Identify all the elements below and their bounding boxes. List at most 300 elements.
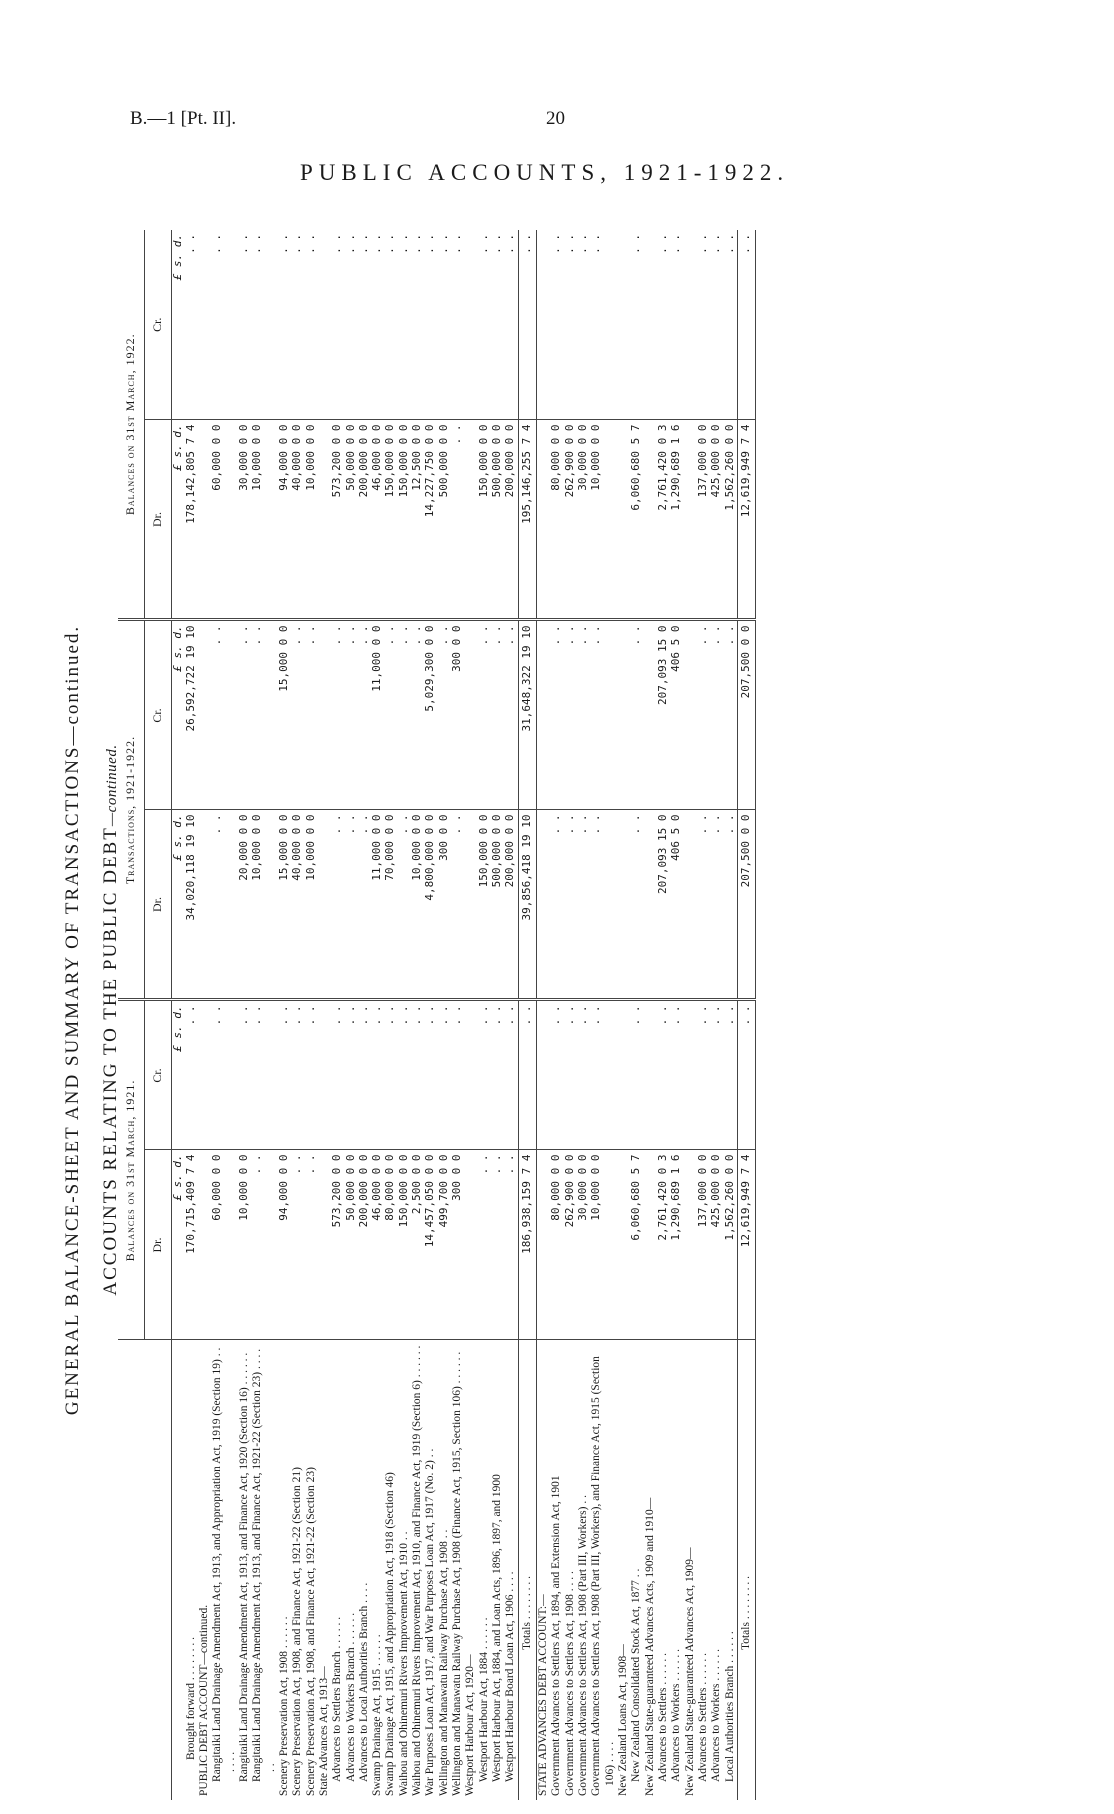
cell-b22cr: . . — [577, 230, 590, 420]
cell-b21dr: 137,000 0 0 — [697, 1150, 710, 1340]
totals-b22cr: . . — [518, 230, 536, 420]
cell-b22dr: 150,000 0 0 — [398, 420, 411, 620]
table-row — [384, 230, 397, 1800]
cell-b21cr: . . — [710, 1000, 723, 1150]
cell-tcr — [617, 620, 630, 810]
row-description: Advances to Settlers . . . . . . — [657, 1652, 670, 1782]
row-description: Government Advances to Settlers Act, 1908 . . . . — [563, 1571, 576, 1796]
cell-b22cr: . . — [697, 230, 710, 420]
cell-tcr: 5,029,300 0 0 — [424, 620, 437, 810]
cell-tdr — [464, 810, 477, 1000]
balance-sheet-title: GENERAL BALANCE-SHEET AND SUMMARY OF TRANSACTIONS—continued. — [62, 624, 83, 1416]
cell-b22dr: 573,200 0 0 — [331, 420, 344, 620]
cell-tdr: 20,000 0 0 — [238, 810, 251, 1000]
balances-1922-header: Balances on 31st March, 1922. — [118, 230, 144, 620]
cell-b22dr — [464, 420, 477, 620]
row-description: Rangitaiki Land Drainage Amendment Act, 1913, and Appropriation Act, 1919 (Section 19) . . . . . . — [211, 1347, 237, 1782]
cell-b21dr — [537, 1150, 551, 1340]
cell-tcr: . . — [305, 620, 318, 810]
cell-b22dr — [684, 420, 697, 620]
cell-b21cr: . . — [238, 1000, 251, 1150]
cell-tdr: 11,000 0 0 — [371, 810, 384, 1000]
cell-tcr: . . — [398, 620, 411, 810]
row-description: New Zealand Consolidated Stock Act, 1877 . . — [630, 1568, 643, 1782]
cell-b22dr: 30,000 0 0 — [577, 420, 590, 620]
cell-tcr: . . — [491, 620, 504, 810]
cell-b21cr — [684, 1000, 697, 1150]
cell-b21dr: 262,900 0 0 — [564, 1150, 577, 1340]
cell-tcr: . . — [211, 620, 238, 810]
row-description: Advances to Workers . . . . . . — [710, 1648, 723, 1782]
cell-b21dr: 46,000 0 0 — [371, 1150, 384, 1340]
row-description: Scenery Preservation Act, 1908 . . . . . . — [277, 1616, 290, 1796]
row-description: Westport Harbour Board Loan Act, 1906 . . . . — [504, 1571, 517, 1782]
table-row — [684, 230, 697, 1800]
cell-b21dr: 6,060,680 5 7 — [630, 1150, 643, 1340]
cell-b21dr: . . — [291, 1150, 304, 1340]
cell-tcr: . . — [291, 620, 304, 810]
cell-b22cr: . . — [478, 230, 491, 420]
row-description: Swamp Drainage Act, 1915, and Appropriation Act, 1918 (Section 46) — [384, 1472, 397, 1796]
cell-b21dr: . . — [491, 1150, 504, 1340]
cell-b22cr — [684, 230, 697, 420]
cell-tdr: . . — [577, 810, 590, 1000]
cell-b22dr — [318, 420, 331, 620]
description-header — [118, 1340, 171, 1800]
row-description: Government Advances to Settlers Act, 1894, and Extension Act, 1901 — [550, 1475, 563, 1796]
cell-tcr: . . — [564, 620, 577, 810]
cell-b21cr: . . — [478, 1000, 491, 1150]
row-description: Advances to Workers Branch . . . . . . — [344, 1612, 357, 1782]
cell-tcr: . . — [590, 620, 617, 810]
totals-b21dr: 186,938,159 7 4 — [518, 1150, 536, 1340]
cell-b22dr: 1,562,260 0 0 — [724, 420, 738, 620]
table-row — [644, 230, 657, 1800]
cell-tdr: . . — [710, 810, 723, 1000]
rotated-table-wrapper — [118, 230, 1038, 1800]
cell-b21dr: . . — [305, 1150, 318, 1340]
cell-b22dr: 50,000 0 0 — [345, 420, 358, 620]
cell-b21dr: 30,000 0 0 — [577, 1150, 590, 1340]
cell-b22dr: 200,000 0 0 — [504, 420, 518, 620]
cell-b22dr: 137,000 0 0 — [697, 420, 710, 620]
cell-b21cr: . . — [697, 1000, 710, 1150]
cell-tcr: 300 0 0 — [451, 620, 464, 810]
cell-tcr: . . — [630, 620, 643, 810]
page-number: 20 — [546, 108, 565, 129]
cell-b22cr: . . — [504, 230, 518, 420]
cell-tdr — [198, 810, 211, 1000]
row-description: Waihou and Ohinemuri Rivers Improvement Act, 1910, and Finance Act, 1919 (Section 6) . . . . . . — [411, 1345, 424, 1796]
table-row — [464, 230, 477, 1800]
table-row — [238, 230, 251, 1800]
cell-tcr — [684, 620, 697, 810]
cell-b21cr: . . — [724, 1000, 738, 1150]
cell-b21dr: 425,000 0 0 — [710, 1150, 723, 1340]
public-debt-totals — [518, 230, 536, 1800]
cell-tdr: . . — [564, 810, 577, 1000]
totals-tdr: 39,856,418 19 10 — [518, 810, 536, 1000]
cell-b22dr — [537, 420, 551, 620]
cr-header: Cr. — [144, 620, 171, 810]
cell-tcr: . . — [724, 620, 738, 810]
cell-tcr — [537, 620, 551, 810]
row-description: STATE ADVANCES DEBT ACCOUNT:— — [537, 1594, 550, 1796]
table-row — [697, 230, 710, 1800]
cell-b21cr: . . — [630, 1000, 643, 1150]
cell-tcr: . . — [411, 620, 424, 810]
totals-row — [738, 230, 756, 1800]
rotated-title-block — [62, 240, 122, 1800]
cell-b21cr: . . — [358, 1000, 371, 1150]
cell-tcr — [464, 620, 477, 810]
cell-b21cr: . . — [331, 1000, 344, 1150]
cell-b21cr: . . — [291, 1000, 304, 1150]
totals-tcr: 31,648,322 19 10 — [518, 620, 536, 810]
cell-b21dr: 94,000 0 0 — [278, 1150, 291, 1340]
cell-tcr: 15,000 0 0 — [278, 620, 291, 810]
table-row — [590, 230, 617, 1800]
cell-b22dr: 500,000 0 0 — [491, 420, 504, 620]
table-row — [451, 230, 464, 1800]
cell-tcr: . . — [238, 620, 251, 810]
cell-b21dr: 10,000 0 0 — [590, 1150, 617, 1340]
table-row — [291, 230, 304, 1800]
table-row — [398, 230, 411, 1800]
cell-b22cr: . . — [331, 230, 344, 420]
totals-tdr: 207,500 0 0 — [738, 810, 756, 1000]
transactions-header: Transactions, 1921-1922. — [118, 620, 144, 1000]
table-row — [411, 230, 424, 1800]
cell-b22dr: 150,000 0 0 — [478, 420, 491, 620]
cell-b21cr: . . — [251, 1000, 278, 1150]
cell-b22cr: . . — [185, 230, 198, 420]
row-description: Wellington and Manawatu Railway Purchase Act, 1908 (Finance Act, 1915, Section 106) . . . . . . — [451, 1351, 464, 1796]
units-label: £ s. d. — [171, 810, 184, 1000]
cell-b22dr: . . — [451, 420, 464, 620]
cell-b22cr: . . — [345, 230, 358, 420]
cell-b21cr: . . — [564, 1000, 577, 1150]
cell-b21dr: 14,457,050 0 0 — [424, 1150, 437, 1340]
cell-tdr: 34,020,118 19 10 — [185, 810, 198, 1000]
cell-b21cr — [537, 1000, 551, 1150]
cell-b22cr: . . — [424, 230, 437, 420]
cell-tdr: . . — [358, 810, 371, 1000]
cell-b21cr: . . — [504, 1000, 518, 1150]
cell-b22dr: 150,000 0 0 — [384, 420, 397, 620]
table-row — [331, 230, 344, 1800]
dr-header: Dr. — [144, 810, 171, 1000]
cell-b21cr: . . — [384, 1000, 397, 1150]
cr-header: Cr. — [144, 1000, 171, 1150]
cell-tcr: . . — [251, 620, 278, 810]
totals-tcr: 207,500 0 0 — [738, 620, 756, 810]
row-description: Swamp Drainage Act, 1915 . . . . . . — [371, 1634, 384, 1796]
cell-tcr: . . — [331, 620, 344, 810]
row-description: Advances to Settlers . . . . . . — [697, 1652, 710, 1782]
table-row — [318, 230, 331, 1800]
cell-b21dr: 2,500 0 0 — [411, 1150, 424, 1340]
cell-b21dr: 10,000 0 0 — [238, 1150, 251, 1340]
cell-tdr: 10,000 0 0 — [411, 810, 424, 1000]
cell-b22cr: . . — [550, 230, 563, 420]
cell-tdr: . . — [550, 810, 563, 1000]
cell-tdr: 300 0 0 — [438, 810, 451, 1000]
row-description: New Zealand State-guaranteed Advances Acts, 1909 and 1910— — [643, 1497, 656, 1796]
cell-b22cr: . . — [491, 230, 504, 420]
cell-b22dr: 30,000 0 0 — [238, 420, 251, 620]
cell-b21cr: . . — [438, 1000, 451, 1150]
cell-tdr: 207,093 15 0 — [657, 810, 670, 1000]
row-description: Scenery Preservation Act, 1908, and Finance Act, 1921-22 (Section 21) — [291, 1467, 304, 1796]
public-debt-rows — [185, 230, 519, 1800]
cell-b21cr: . . — [590, 1000, 617, 1150]
table-row — [564, 230, 577, 1800]
cell-b22cr: . . — [305, 230, 318, 420]
cell-b22dr: 60,000 0 0 — [211, 420, 238, 620]
cell-b22cr: . . — [278, 230, 291, 420]
cell-tcr: . . — [478, 620, 491, 810]
cell-b22dr: 10,000 0 0 — [305, 420, 318, 620]
cell-b22cr: . . — [451, 230, 464, 420]
table-row — [577, 230, 590, 1800]
cell-b21dr: 1,562,260 0 0 — [724, 1150, 738, 1340]
cell-b21dr: 50,000 0 0 — [345, 1150, 358, 1340]
cell-b22cr: . . — [590, 230, 617, 420]
units-label: £ s. d. — [171, 1000, 184, 1150]
cell-tcr: . . — [697, 620, 710, 810]
row-description: Government Advances to Settlers Act, 1908 (Part III, Workers) . . — [577, 1495, 590, 1796]
cell-b22dr: 500,000 0 0 — [438, 420, 451, 620]
cell-b22cr — [617, 230, 630, 420]
cell-b22cr — [644, 230, 657, 420]
cell-tdr: 150,000 0 0 — [478, 810, 491, 1000]
cell-tdr: 200,000 0 0 — [504, 810, 518, 1000]
table-row — [670, 230, 683, 1800]
cell-tcr — [644, 620, 657, 810]
cell-tcr: 11,000 0 0 — [371, 620, 384, 810]
cell-tcr — [318, 620, 331, 810]
cell-tdr: . . — [451, 810, 464, 1000]
cell-b21cr — [617, 1000, 630, 1150]
cell-b21cr — [644, 1000, 657, 1150]
cell-b22dr: 262,900 0 0 — [564, 420, 577, 620]
cell-b22cr: . . — [371, 230, 384, 420]
cell-b22dr: 1,290,689 1 6 — [670, 420, 683, 620]
cell-b21dr: 80,000 0 0 — [384, 1150, 397, 1340]
cell-b21cr: . . — [185, 1000, 198, 1150]
cell-b21dr — [684, 1150, 697, 1340]
cell-b22dr: 10,000 0 0 — [251, 420, 278, 620]
cell-b22dr: 10,000 0 0 — [590, 420, 617, 620]
table-row — [724, 230, 738, 1800]
cell-b21dr: . . — [251, 1150, 278, 1340]
cell-b22cr — [318, 230, 331, 420]
row-description: Advances to Settlers Branch . . . . . . — [331, 1616, 344, 1782]
units-label: £ s. d. — [171, 420, 184, 620]
table-row — [438, 230, 451, 1800]
row-description: Rangitaiki Land Drainage Amendment Act, 1913, and Finance Act, 1921-22 (Section 23) . . . . . . — [251, 1348, 277, 1782]
units-label: £ s. d. — [171, 1150, 184, 1340]
totals-b21cr: . . — [518, 1000, 536, 1150]
cell-b21cr: . . — [657, 1000, 670, 1150]
cell-b21dr — [644, 1150, 657, 1340]
table-row — [478, 230, 491, 1800]
cell-tdr: 40,000 0 0 — [291, 810, 304, 1000]
cell-tdr: 406 5 0 — [670, 810, 683, 1000]
cell-b22dr: 12,500 0 0 — [411, 420, 424, 620]
cell-tdr: 15,000 0 0 — [278, 810, 291, 1000]
cell-tcr: 26,592,722 19 10 — [185, 620, 198, 810]
cell-b21dr: . . — [504, 1150, 518, 1340]
cell-b21cr: . . — [305, 1000, 318, 1150]
page-title: PUBLIC ACCOUNTS, 1921-1922. — [300, 160, 790, 185]
cell-b21dr — [318, 1150, 331, 1340]
row-description: State Advances Act, 1913— — [317, 1666, 330, 1796]
cell-tdr — [617, 810, 630, 1000]
table-row — [371, 230, 384, 1800]
table-row — [278, 230, 291, 1800]
table-row — [251, 230, 278, 1800]
cell-b21dr — [617, 1150, 630, 1340]
cell-b21cr: . . — [451, 1000, 464, 1150]
cell-tcr: . . — [384, 620, 397, 810]
cell-tcr: 207,093 15 0 — [657, 620, 670, 810]
table-row — [537, 230, 551, 1800]
cell-b22cr: . . — [411, 230, 424, 420]
cell-b22dr: 2,761,420 0 3 — [657, 420, 670, 620]
row-description: Wellington and Manawatu Railway Purchase Act, 1908 . . — [437, 1529, 450, 1796]
cell-tdr: . . — [345, 810, 358, 1000]
cell-b22cr — [198, 230, 211, 420]
cell-b22dr: 200,000 0 0 — [358, 420, 371, 620]
table-row — [424, 230, 437, 1800]
cell-b22dr: 178,142,805 7 4 — [185, 420, 198, 620]
cell-b21cr: . . — [670, 1000, 683, 1150]
table-row — [657, 230, 670, 1800]
cell-b22cr: . . — [384, 230, 397, 420]
cell-b21dr — [198, 1150, 211, 1340]
cell-tcr: . . — [438, 620, 451, 810]
cell-tdr: 4,800,000 0 0 — [424, 810, 437, 1000]
cell-b22dr: 94,000 0 0 — [278, 420, 291, 620]
cell-tdr — [684, 810, 697, 1000]
cell-tdr: . . — [398, 810, 411, 1000]
row-description: Advances to Workers . . . . . . — [670, 1648, 683, 1782]
cell-tcr: . . — [550, 620, 563, 810]
cell-b21cr: . . — [278, 1000, 291, 1150]
dr-header: Dr. — [144, 1150, 171, 1340]
cell-tcr: . . — [504, 620, 518, 810]
totals-b21cr: . . — [738, 1000, 756, 1150]
cell-b22cr: . . — [710, 230, 723, 420]
cell-b22cr: . . — [657, 230, 670, 420]
totals-b21dr: 12,619,949 7 4 — [738, 1150, 756, 1340]
cell-b21cr: . . — [424, 1000, 437, 1150]
cell-b21dr: 2,761,420 0 3 — [657, 1150, 670, 1340]
table-row — [358, 230, 371, 1800]
cell-b22dr: 14,227,750 0 0 — [424, 420, 437, 620]
cell-b22cr: . . — [211, 230, 238, 420]
cell-b21cr — [318, 1000, 331, 1150]
cell-b22dr — [617, 420, 630, 620]
cell-tcr: . . — [358, 620, 371, 810]
cell-b21dr: 80,000 0 0 — [550, 1150, 563, 1340]
cell-b21dr: 300 0 0 — [451, 1150, 464, 1340]
state-advances-rows — [537, 230, 738, 1800]
cell-b22cr: . . — [630, 230, 643, 420]
cell-tdr: 10,000 0 0 — [251, 810, 278, 1000]
cell-b21cr — [464, 1000, 477, 1150]
units-label: £ s. d. — [171, 230, 184, 420]
row-description: Brought forward . . . . . . . . — [184, 1637, 197, 1760]
row-description: Local Authorities Branch . . . . . . — [723, 1631, 736, 1782]
cell-tdr: . . — [331, 810, 344, 1000]
cell-b22cr: . . — [564, 230, 577, 420]
cell-tcr: . . — [577, 620, 590, 810]
cell-b22cr — [464, 230, 477, 420]
units-label: £ s. d. — [171, 620, 184, 810]
row-description: Scenery Preservation Act, 1908, and Finance Act, 1921-22 (Section 23) — [304, 1467, 317, 1796]
cell-b22dr — [198, 420, 211, 620]
cell-tdr: 10,000 0 0 — [305, 810, 318, 1000]
cell-tdr: 70,000 0 0 — [384, 810, 397, 1000]
cell-tcr: 406 5 0 — [670, 620, 683, 810]
totals-label: Totals . . . . . . . . — [738, 1340, 756, 1800]
cell-b22cr: . . — [438, 230, 451, 420]
cell-tdr: . . — [590, 810, 617, 1000]
totals-b22dr: 195,146,255 7 4 — [518, 420, 536, 620]
table-row — [211, 230, 238, 1800]
cell-b21dr: 499,700 0 0 — [438, 1150, 451, 1340]
cell-b22dr: 40,000 0 0 — [291, 420, 304, 620]
cell-tcr: . . — [345, 620, 358, 810]
cr-header: Cr. — [144, 230, 171, 420]
row-description: New Zealand State-guaranteed Advances Act, 1909— — [683, 1547, 696, 1796]
cell-tcr: . . — [710, 620, 723, 810]
cell-tdr: . . — [697, 810, 710, 1000]
cell-b22cr: . . — [398, 230, 411, 420]
totals-b22cr: . . — [738, 230, 756, 420]
row-description: War Purposes Loan Act, 1917, and War Purposes Loan Act, 1917 (No. 2) . . — [424, 1448, 437, 1796]
units-spacer — [171, 1340, 184, 1800]
cell-b21dr: 60,000 0 0 — [211, 1150, 238, 1340]
cell-b22cr: . . — [724, 230, 738, 420]
row-description: Advances to Local Authorities Branch . . . . — [357, 1582, 370, 1782]
table-row — [550, 230, 563, 1800]
cell-b22cr — [537, 230, 551, 420]
cell-b21cr: . . — [398, 1000, 411, 1150]
cell-b21dr: . . — [478, 1150, 491, 1340]
cell-b21dr: 573,200 0 0 — [331, 1150, 344, 1340]
cell-tdr: . . — [630, 810, 643, 1000]
row-description: Rangitaiki Land Drainage Amendment Act, 1913, and Finance Act, 1920 (Section 16) . . . . . . — [237, 1352, 250, 1782]
cell-b22dr: 80,000 0 0 — [550, 420, 563, 620]
row-description: Government Advances to Settlers Act, 1908 (Part III, Workers), and Finance Act, 1915 (Section 106) . . . . — [590, 1356, 616, 1796]
cell-b22dr: 425,000 0 0 — [710, 420, 723, 620]
cell-b21dr — [464, 1150, 477, 1340]
cell-tdr — [537, 810, 551, 1000]
row-description: Westport Harbour Act, 1920— — [464, 1654, 477, 1796]
cell-b21dr: 200,000 0 0 — [358, 1150, 371, 1340]
totals-row — [518, 230, 536, 1800]
document-reference: B.—1 [Pt. II]. — [130, 108, 237, 129]
cell-b21dr: 170,715,409 7 4 — [185, 1150, 198, 1340]
cell-tdr — [644, 810, 657, 1000]
table-row — [185, 230, 198, 1800]
row-description: PUBLIC DEBT ACCOUNT—continued. — [197, 1604, 210, 1796]
totals-label: Totals . . . . . . . . — [518, 1340, 536, 1800]
